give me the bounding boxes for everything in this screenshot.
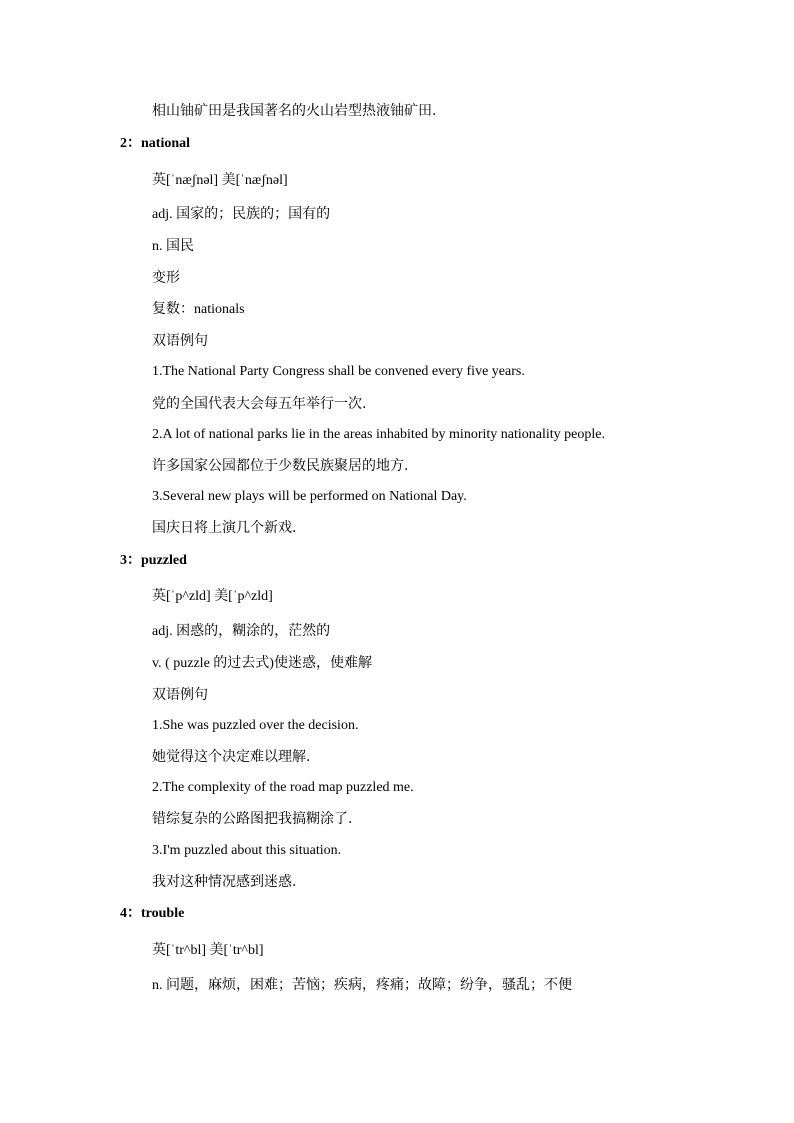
example-en: 1.The National Party Congress shall be convened every five years. [152,364,525,379]
example-cn: 党的全国代表大会每五年举行一次. [152,396,367,412]
pronunciation: 英[ˈnæʃnəl] 美[ˈnæʃnəl] [152,173,288,188]
entry-heading-puzzled: 3：puzzled [120,553,187,568]
pronunciation: 英[ˈtr^bl] 美[ˈtr^bl] [152,943,264,958]
example-en: 2.A lot of national parks lie in the areas inhabited by minority nationality people. [152,427,605,442]
example-cn: 国庆日将上演几个新戏. [152,520,297,536]
section-label-examples: 双语例句 [152,333,208,349]
example-en: 1.She was puzzled over the decision. [152,718,359,733]
section-label-forms: 变形 [152,270,180,286]
pronunciation: 英[ˈp^zld] 美[ˈp^zld] [152,589,273,604]
example-en: 2.The complexity of the road map puzzled me. [152,780,414,795]
plural-form: 复数：nationals [152,302,245,317]
definition-v: v. ( puzzle 的过去式)使迷惑，使难解 [152,656,372,671]
definition-n: n. 问题，麻烦，困难；苦恼；疾病，疼痛；故障；纷争，骚乱；不便 [152,978,572,993]
definition-adj: adj. 困惑的，糊涂的，茫然的 [152,624,331,639]
intro-sentence: 相山铀矿田是我国著名的火山岩型热液铀矿田. [152,103,437,119]
entry-heading-trouble: 4：trouble [120,906,185,921]
example-cn: 她觉得这个决定难以理解. [152,749,311,765]
definition-n: n. 国民 [152,239,194,254]
example-cn: 我对这种情况感到迷惑. [152,874,297,890]
definition-adj: adj. 国家的；民族的；国有的 [152,207,331,222]
example-en: 3.Several new plays will be performed on National Day. [152,489,467,504]
example-cn: 错综复杂的公路图把我搞糊涂了. [152,811,353,827]
entry-heading-national: 2：national [120,136,191,151]
section-label-examples: 双语例句 [152,687,208,703]
example-cn: 许多国家公园都位于少数民族聚居的地方. [152,458,409,474]
example-en: 3.I'm puzzled about this situation. [152,843,342,858]
